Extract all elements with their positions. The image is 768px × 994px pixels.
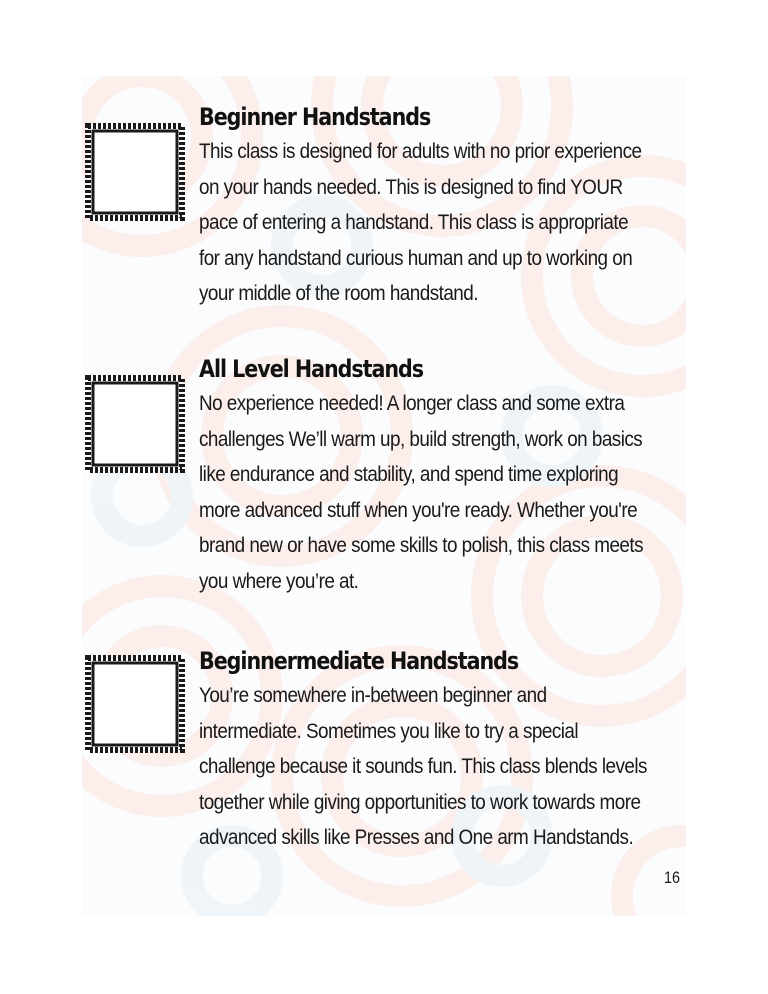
stamp-frame-checkbox-icon[interactable] xyxy=(84,654,186,754)
section-title: All Level Handstands xyxy=(199,355,424,383)
section-title: Beginner Handstands xyxy=(199,103,431,131)
section-body: No experience needed! A longer class and some extra challenges We’ll warm up, build strength, work on basics like endurance and stability, and spend time exploring more advanced stuff when you're ready. Whether you're brand new or have some skills to polish, this class meets you where you’re at. xyxy=(199,392,644,593)
stamp-frame-checkbox-icon[interactable] xyxy=(84,374,186,474)
section-body: This class is designed for adults with no prior experience on your hands needed. This is designed to find YOUR pace of entering a handstand. This class is appropriate for any handstand curious human and up to working on your middle of the room handstand. xyxy=(199,140,642,305)
section-title: Beginnermediate Handstands xyxy=(199,647,519,675)
section-body: You’re somewhere in-between beginner and intermediate. Sometimes you like to try a special challenge because it sounds fun. This class blends levels together while giving opportunities to work towards more advanced skills like Presses and One arm Handstands. xyxy=(199,684,647,849)
stamp-frame-checkbox-icon[interactable] xyxy=(84,122,186,222)
page-number: 16 xyxy=(664,868,681,887)
